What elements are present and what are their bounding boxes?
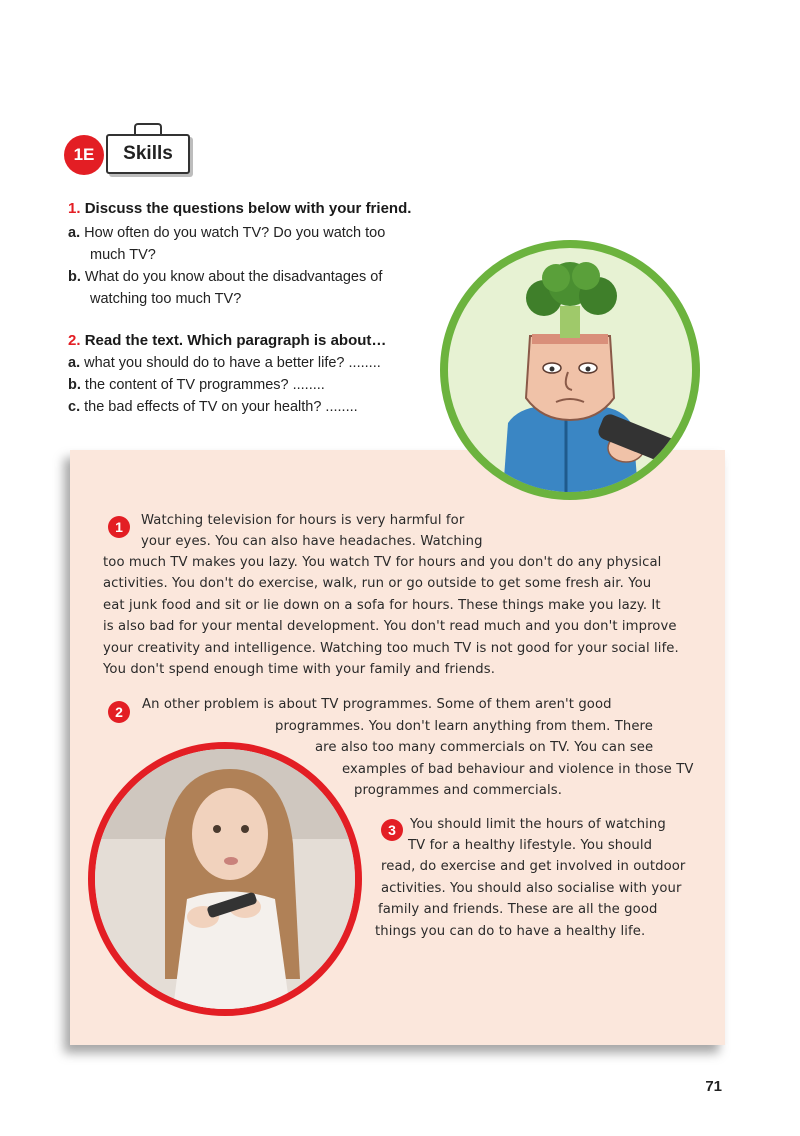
tv-addict-illustration — [440, 240, 700, 500]
paragraph-3-line: things you can do to have a healthy life. — [375, 924, 646, 939]
page-number: 71 — [705, 1078, 722, 1095]
paragraph-1-line: too much TV makes you lazy. You watch TV for hours and you don't do any physical — [103, 555, 662, 570]
paragraph-2-line: examples of bad behaviour and violence in those TV — [342, 762, 694, 777]
paragraph-3-line: activities. You should also socialise with your — [381, 881, 682, 896]
paragraph-3-number: 3 — [381, 819, 403, 841]
paragraph-3-line: You should limit the hours of watching — [410, 817, 666, 832]
paragraph-2-line: An other problem is about TV programmes. Some of them aren't good — [142, 697, 612, 712]
exercise-2-item-b: b. the content of TV programmes? ........ — [68, 377, 325, 393]
exercise-2-instruction: 2. Read the text. Which paragraph is about… — [68, 332, 387, 349]
unit-badge: 1E — [64, 135, 104, 175]
girl-holding-remote-icon — [95, 749, 355, 1009]
exercise-1 — [68, 200, 448, 310]
paragraph-3-line: read, do exercise and get involved in outdoor — [381, 859, 686, 874]
paragraph-1-line: your creativity and intelligence. Watching too much TV is not good for your social life. — [103, 641, 679, 656]
paragraph-1-line: Watching television for hours is very harmful for — [141, 513, 465, 528]
paragraph-3-line: family and friends. These are all the good — [378, 902, 658, 917]
paragraph-1-line: activities. You don't do exercise, walk, run or go outside to get some fresh air. You — [103, 576, 652, 591]
paragraph-1-number: 1 — [108, 516, 130, 538]
exercise-1-instruction: 1. Discuss the questions below with your friend. — [68, 200, 412, 217]
paragraph-3-line: TV for a healthy lifestyle. You should — [408, 838, 653, 853]
paragraph-2-number: 2 — [108, 701, 130, 723]
exercise-2 — [68, 332, 448, 418]
paragraph-1-line: You don't spend enough time with your family and friends. — [103, 662, 496, 677]
exercise-2-item-a: a. what you should do to have a better life? ........ — [68, 355, 381, 371]
exercise-1-item-b: b. What do you know about the disadvantages of watching too much TV? — [68, 269, 383, 307]
broccoli-head-man-icon — [448, 248, 692, 492]
girl-with-remote-photo — [88, 742, 362, 1016]
exercise-2-item-c: c. the bad effects of TV on your health? ........ — [68, 399, 358, 415]
paragraph-2-line: programmes. You don't learn anything from them. There — [275, 719, 653, 734]
paragraph-1-line: is also bad for your mental development. You don't read much and you don't improve — [103, 619, 677, 634]
paragraph-2-line: programmes and commercials. — [354, 783, 562, 798]
exercise-1-item-a: a. How often do you watch TV? Do you watch too much TV? — [68, 225, 386, 263]
section-title: Skills — [106, 134, 190, 174]
paragraph-1-line: your eyes. You can also have headaches. Watching — [141, 534, 483, 549]
paragraph-2-line: are also too many commercials on TV. You can see — [315, 740, 654, 755]
paragraph-1-line: eat junk food and sit or lie down on a sofa for hours. These things make you lazy. It — [103, 598, 661, 613]
